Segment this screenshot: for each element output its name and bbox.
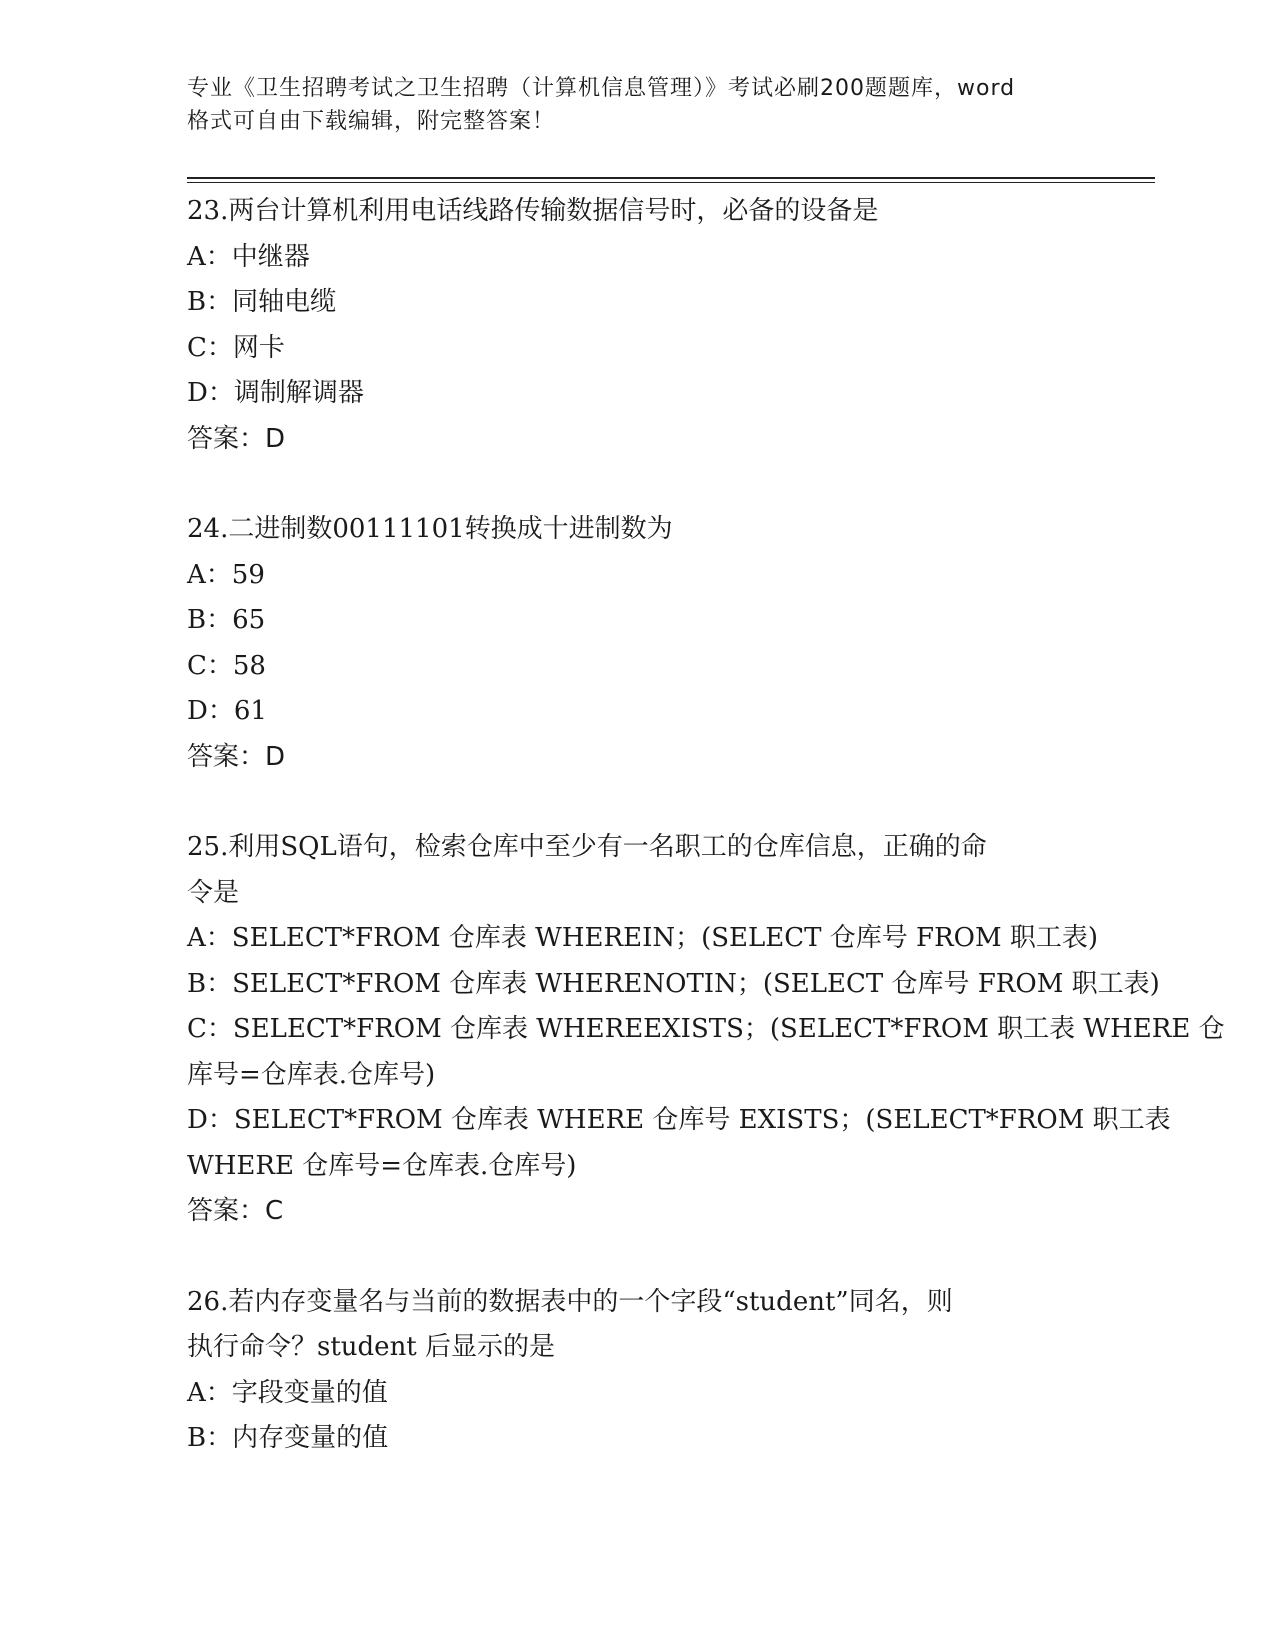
option-b: B：65 <box>187 605 266 635</box>
option-c: C：58 <box>187 650 266 681</box>
option-b: B：SELECT*FROM 仓库表 WHERENOTIN；(SELECT 仓库号 FROM 职工表) <box>187 968 1160 999</box>
header-divider-thick <box>187 177 1155 179</box>
question-item <box>187 507 1087 780</box>
option-d-line-1: D：SELECT*FROM 仓库表 WHERE 仓库号 EXISTS；(SELECT*FROM 职工表 <box>187 1105 1171 1135</box>
question-item <box>187 1280 1087 1462</box>
question-item <box>187 825 1225 1235</box>
option-a: A：SELECT*FROM 仓库表 WHEREIN；(SELECT 仓库号 FROM 职工表) <box>187 923 1098 953</box>
option-b: B：同轴电缆 <box>187 287 337 317</box>
option-a: A：59 <box>187 559 265 590</box>
option-d-line-2: WHERE 仓库号=仓库表.仓库号) <box>187 1150 577 1181</box>
option-b: B：内存变量的值 <box>187 1423 389 1453</box>
question-stem-line-2: 令是 <box>187 877 240 908</box>
header-line-2: 格式可自由下载编辑，附完整答案！ <box>187 109 556 134</box>
option-d: D：调制解调器 <box>187 378 364 408</box>
header-divider-thin <box>187 182 1155 183</box>
question-stem-line-1: 26.若内存变量名与当前的数据表中的一个字段“student”同名，则 <box>187 1286 953 1317</box>
answer-text: 答案：D <box>187 423 286 454</box>
header-line-1: 专业《卫生招聘考试之卫生招聘（计算机信息管理）》考试必刷200题题库，word <box>187 76 1016 101</box>
question-stem-line-1: 25.利用SQL语句，检索仓库中至少有一名职工的仓库信息，正确的命 <box>187 832 987 862</box>
question-list <box>187 189 1225 1462</box>
answer-text: 答案：C <box>187 1196 284 1226</box>
option-c-line-2: 库号=仓库表.仓库号) <box>187 1059 436 1090</box>
question-stem: 23.两台计算机利用电话线路传输数据信号时，必备的设备是 <box>187 196 879 226</box>
question-stem: 24.二进制数00111101转换成十进制数为 <box>187 514 673 544</box>
option-c: C：网卡 <box>187 332 285 363</box>
document-header <box>187 72 1087 138</box>
option-a: A：字段变量的值 <box>187 1377 388 1408</box>
question-stem-line-2: 执行命令？student 后显示的是 <box>187 1332 556 1362</box>
option-c-line-1: C：SELECT*FROM 仓库表 WHEREEXISTS；(SELECT*FROM 职工表 WHERE 仓 <box>187 1014 1225 1044</box>
option-a: A：中继器 <box>187 241 310 272</box>
answer-text: 答案：D <box>187 741 286 772</box>
option-d: D：61 <box>187 696 267 726</box>
question-item <box>187 189 1087 462</box>
